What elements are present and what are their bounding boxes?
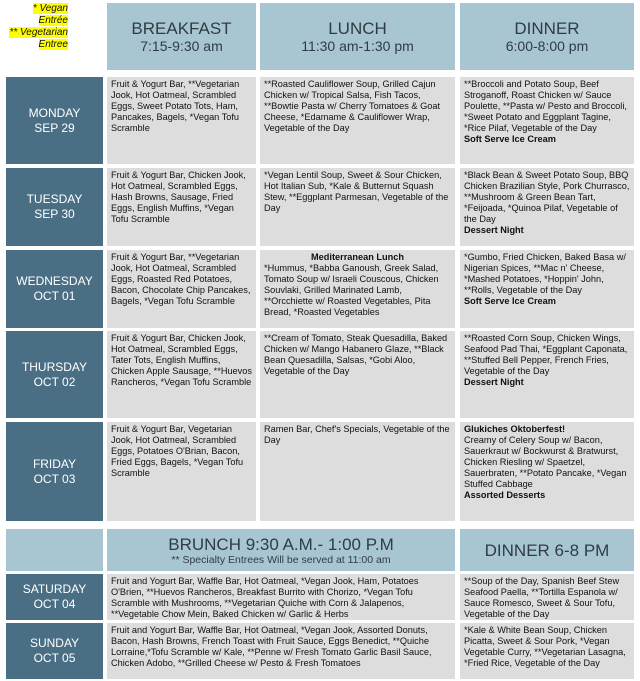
tuesday-lunch: *Vegan Lentil Soup, Sweet & Sour Chicken, Hot Italian Sub, *Kale & Butternut Squash Stew, **Eggplant Parmesan, Vegetable of the Day xyxy=(260,168,455,246)
dinner-time: 6:00-8:00 pm xyxy=(505,38,589,54)
lunch-theme-title: Mediterranean Lunch xyxy=(311,252,404,262)
brunch-title: BRUNCH 9:30 A.M.- 1:00 P.M xyxy=(168,534,394,554)
monday-breakfast: Fruit & Yogurt Bar, **Vegetarian Jook, Hot Oatmeal, Scrambled Eggs, Sweet Potato Tots, Ham, Pancakes, Bagels, *Vegan Tofu Scramble xyxy=(107,77,256,164)
sunday-brunch: Fruit and Yogurt Bar, Waffle Bar, Hot Oatmeal, *Vegan Jook, Assorted Donuts, Bacon, Hash Browns, French Toast with Fruit Sauce, Eggs Benedict, **Quiche Lorraine,*Tofu Scramble w/ Kale, **Penne w/ Fresh Tomato Garlic Basil Sauce, Chicken Adobo, **Grilled Cheese w/ Pesto & Fresh Tomatoes xyxy=(107,623,455,679)
menu-text: **Roasted Corn Soup, Chicken Wings, Seafood Pad Thai, *Eggplant Caponata, **Stuffed Bell Pepper, French Fries, Vegetable of the Day xyxy=(464,333,628,376)
dinner-header xyxy=(460,3,634,70)
day-name: TUESDAY xyxy=(26,192,83,206)
lunch-title: LUNCH xyxy=(328,19,387,38)
day-name: WEDNESDAY xyxy=(16,274,93,288)
day-date: SEP 29 xyxy=(34,120,75,135)
thursday-dinner xyxy=(460,331,634,418)
day-date: OCT 01 xyxy=(33,289,76,303)
day-label-friday xyxy=(6,422,103,521)
monday-dinner xyxy=(460,77,634,164)
day-name: SATURDAY xyxy=(22,582,87,596)
wednesday-breakfast: Fruit & Yogurt Bar, **Vegetarian Jook, Hot Oatmeal, Scrambled Eggs, Roasted Red Potatoes, Bacon, Chocolate Chip Pancakes, Bagels, *Vegan Tofu Scramble xyxy=(107,250,256,328)
wednesday-lunch xyxy=(260,250,455,328)
day-name: MONDAY xyxy=(28,105,81,120)
menu-text: *Gumbo, Fried Chicken, Baked Basa w/ Nigerian Spices, **Mac n' Cheese, *Mashed Potatoes, *Hoppin' John, **Rolls, Vegetable of the Day xyxy=(464,252,626,295)
day-name: SUNDAY xyxy=(29,636,80,650)
day-date: OCT 05 xyxy=(33,651,76,665)
day-date: OCT 04 xyxy=(33,597,76,611)
day-name: FRIDAY xyxy=(32,456,77,471)
day-date: SEP 30 xyxy=(34,207,75,221)
dessert-note: Soft Serve Ice Cream xyxy=(464,296,556,306)
dinner-title: DINNER xyxy=(514,19,580,38)
friday-dinner xyxy=(460,422,634,521)
monday-lunch: **Roasted Cauliflower Soup, Grilled Cajun Chicken w/ Tropical Salsa, Fish Tacos, **Bowtie Pasta w/ Cherry Tomatoes & Goat Cheese, *Edamame & Cauliflower Wrap, Vegetable of the Day xyxy=(260,77,455,164)
day-label-tuesday xyxy=(6,168,103,246)
tuesday-breakfast: Fruit & Yogurt Bar, Chicken Jook, Hot Oatmeal, Scrambled Eggs, Hash Browns, Sausage, Fried Eggs, English Muffins, *Vegan Tofu Scramble xyxy=(107,168,256,246)
menu-text: *Black Bean & Sweet Potato Soup, BBQ Chicken Brazilian Style, Pork Churrasco, **Mushroom & Green Bean Tart, *Feijoada, *Quinoa Pilaf, Vegetable of the Day xyxy=(464,170,630,224)
dinner-theme-title: Glukiches Oktoberfest! xyxy=(464,424,566,434)
saturday-dinner: **Soup of the Day, Spanish Beef Stew Seafood Paella, **Tortilla Espanola w/ Sauce Romesco, Sweet & Sour Tofu, Vegetable of the Day xyxy=(460,574,634,620)
friday-lunch: Ramen Bar, Chef's Specials, Vegetable of the Day xyxy=(260,422,455,521)
day-label-wednesday xyxy=(6,250,103,328)
day-label-saturday xyxy=(6,574,103,620)
menu-text: *Hummus, *Babba Ganoush, Greek Salad, Tomato Soup w/ Israeli Couscous, Chicken Souvlaki, Grilled Marinated Lamb, **Orcchiette w/ Roasted Vegetables, Pita Bread, *Roasted Vegetables xyxy=(264,263,439,317)
menu-text: **Broccoli and Potato Soup, Beef Stroganoff, Roast Chicken w/ Sauce Poulette, **Pasta w/ Pesto and Broccoli, *Sweet Potato and Eggplant Tagine, *Rice Pilaf, Vegetable of the Day xyxy=(464,79,627,133)
wednesday-dinner xyxy=(460,250,634,328)
day-date: OCT 03 xyxy=(33,471,76,486)
day-label-sunday xyxy=(6,623,103,679)
day-name: THURSDAY xyxy=(21,359,88,374)
dessert-note: Assorted Desserts xyxy=(464,490,546,500)
thursday-lunch: **Cream of Tomato, Steak Quesadilla, Baked Chicken w/ Mango Habanero Glaze, **Black Bean Quesadilla, Salsas, *Gobi Aloo, Vegetable of the Day xyxy=(260,331,455,418)
menu-text: Creamy of Celery Soup w/ Bacon, Sauerkraut w/ Bockwurst & Bratwurst, Chicken Riesling w/ Spaetzel, Sauerbraten, **Potato Pancake, *Vegan Stuffed Cabbage xyxy=(464,435,627,489)
saturday-brunch: Fruit and Yogurt Bar, Waffle Bar, Hot Oatmeal, *Vegan Jook, Ham, Potatoes O'Brien, **Huevos Rancheros, Breakfast Burrito with Chorizo, *Vegan Tofu Scramble with Mushrooms, **Vegetarian Quiche with Corn & Jalapenos, **Vegetable Chow Mein, Baked Chicken w/ Garlic & Herbs xyxy=(107,574,455,620)
breakfast-time: 7:15-9:30 am xyxy=(140,38,223,54)
lunch-time: 11:30 am-1:30 pm xyxy=(301,38,414,54)
dessert-note: Soft Serve Ice Cream xyxy=(464,134,556,144)
day-label-monday xyxy=(6,77,103,164)
dessert-note: Dessert Night xyxy=(464,377,524,387)
day-label-thursday xyxy=(6,331,103,418)
breakfast-header xyxy=(107,3,256,70)
thursday-breakfast: Fruit & Yogurt Bar, Chicken Jook, Hot Oatmeal, Scrambled Eggs, Tater Tots, English Muffins, Chicken Apple Sausage, **Huevos Rancheros, *Vegan Tofu Scramble xyxy=(107,331,256,418)
dessert-note: Dessert Night xyxy=(464,225,524,235)
legend-vegetarian: ** Vegetarian Entree xyxy=(9,27,68,50)
legend-vegan: * Vegan Entrée xyxy=(32,3,68,26)
tuesday-dinner xyxy=(460,168,634,246)
friday-breakfast: Fruit & Yogurt Bar, Vegetarian Jook, Hot Oatmeal, Scrambled Eggs, Potatoes O'Brian, Bacon, Fried Eggs, Bagels, *Vegan Tofu Scramble xyxy=(107,422,256,521)
weekend-header-spacer xyxy=(6,529,103,571)
legend xyxy=(4,3,68,51)
day-date: OCT 02 xyxy=(33,374,76,389)
weekend-dinner-header xyxy=(460,529,634,571)
breakfast-title: BREAKFAST xyxy=(131,19,232,38)
lunch-header xyxy=(260,3,455,70)
brunch-note: ** Specialty Entrees Will be served at 11:00 am xyxy=(171,553,391,566)
brunch-header xyxy=(107,529,455,571)
sunday-dinner: *Kale & White Bean Soup, Chicken Picatta, Sweet & Sour Pork, *Vegan Vegetable Curry, **Vegetarian Lasagna, *Fried Rice, Vegetable of the Day xyxy=(460,623,634,679)
weekend-dinner-title: DINNER 6-8 PM xyxy=(484,540,610,560)
